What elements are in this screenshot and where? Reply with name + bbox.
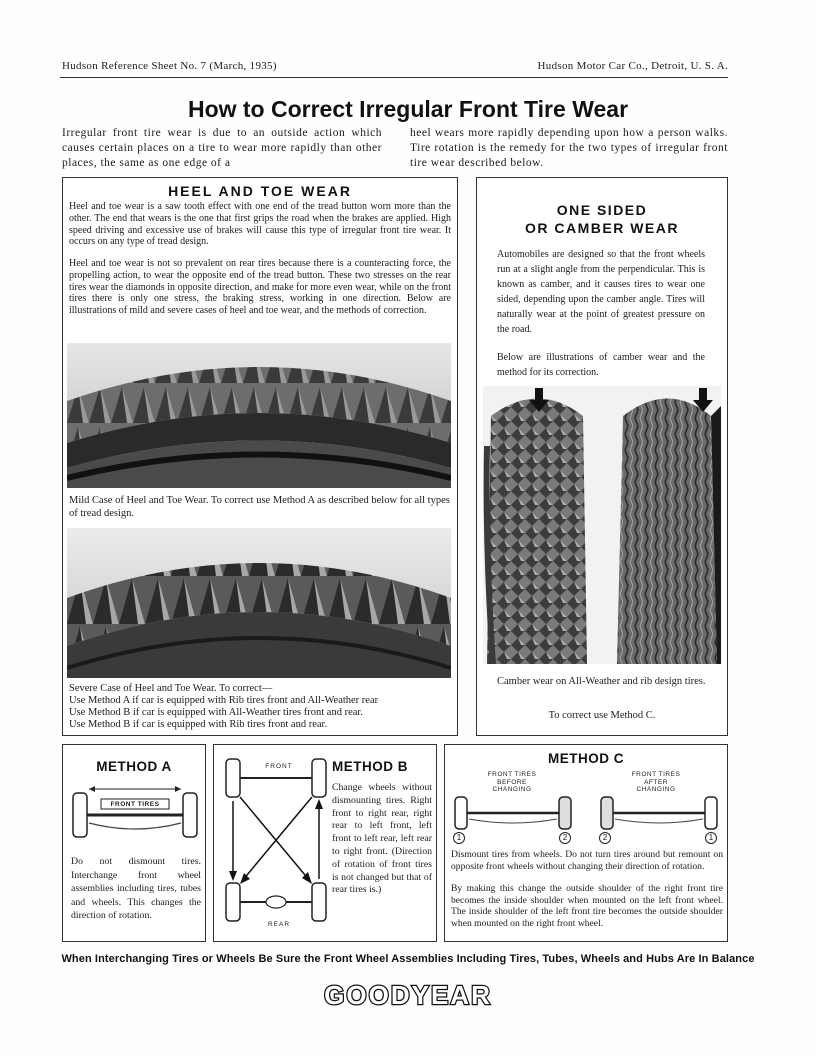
camber-para-1: Automobiles are designed so that the front wheels run at a slight angle from the perpendicular. This is known as camber, and it causes tires to wear one sided, depending upon the camber angle. Tires will naturally wear at the point of greatest pressure on the road.	[497, 249, 705, 335]
header-right: Hudson Motor Car Co., Detroit, U. S. A.	[537, 60, 728, 72]
severe-heel-toe-photo	[67, 528, 451, 678]
method-b-rotation-diagram	[220, 751, 330, 937]
mild-heel-toe-photo	[67, 343, 451, 488]
camber-caption: Camber wear on All-Weather and rib design tires.	[497, 676, 706, 687]
method-c-num-3: 2	[599, 832, 611, 844]
severe-caption-3: Use Method B if car is equipped with All-Weather tires front and rear.	[69, 707, 363, 718]
tire-tread-illustration-severe	[67, 528, 451, 678]
camber-wear-photo	[483, 386, 721, 664]
heel-toe-heading: HEEL AND TOE WEAR	[168, 183, 352, 199]
method-c-section	[444, 744, 728, 942]
method-b-text: Change wheels without dismounting tires. Right front to right rear, right rear to left front, left front to left rear, left rear to right front. (Direction of rotation of front tires is not changed but that of rear tires is.)	[332, 782, 432, 896]
method-c-label-before: FRONT TIRES BEFORE CHANGING	[487, 771, 537, 793]
intro-right: heel wears more rapidly depending upon how a person walks. Tire rotation is the remedy for the two types of irregular front tire wear described below.	[410, 127, 728, 169]
camber-heading-2: OR CAMBER WEAR	[525, 220, 679, 236]
heel-toe-para-1: Heel and toe wear is a saw tooth effect with one end of the tread button worn more than the other. The end that wears is the one that first grips the road when the brakes are applied. High speed driving and excessive use of brakes will cause this type of irregular front tire wear. It occurs on any type of tread design.	[69, 201, 451, 248]
method-b-label-rear: REAR	[267, 921, 291, 928]
mild-caption: Mild Case of Heel and Toe Wear. To correct use Method A as described below for all types of tread design.	[69, 495, 450, 519]
method-a-section	[62, 744, 206, 942]
severe-caption-2: Use Method A if car is equipped with Rib tires front and All-Weather rear	[69, 695, 379, 706]
header-rule	[60, 77, 728, 78]
page-title: How to Correct Irregular Front Tire Wear	[187, 96, 629, 122]
method-b-heading: METHOD B	[332, 759, 408, 774]
method-a-diagram-label: FRONT TIRES	[110, 801, 160, 808]
method-c-num-2: 2	[559, 832, 571, 844]
method-c-num-1: 1	[453, 832, 465, 844]
severe-caption-4: Use Method B if car is equipped with Rib tires front and rear.	[69, 719, 328, 730]
header-left: Hudson Reference Sheet No. 7 (March, 1935)	[62, 60, 277, 72]
method-a-axle-diagram	[69, 783, 201, 845]
camber-correct: To correct use Method C.	[548, 710, 656, 721]
camber-heading-1: ONE SIDED	[556, 202, 648, 218]
intro-left: Irregular front tire wear is due to an outside action which causes certain places on a tire to wear more rapidly than other places, the same as one edge of a	[62, 127, 382, 169]
severe-caption-1: Severe Case of Heel and Toe Wear. To correct—	[69, 683, 273, 694]
method-c-text-2: By making this change the outside shoulder of the right front tire becomes the inside shoulder when mounted on the left front wheel. The inside shoulder of the left front tire becomes the outside shoulder when mounted on the right front wheel.	[451, 883, 723, 929]
camber-para-2: Below are illustrations of camber wear and the method for its correction.	[497, 352, 705, 378]
method-c-num-4: 1	[705, 832, 717, 844]
tire-tread-illustration	[67, 343, 451, 488]
balance-note: When Interchanging Tires or Wheels Be Sure the Front Wheel Assemblies Including Tires, Tubes, Wheels and Hubs Are In Balance	[61, 953, 755, 965]
method-c-label-after: FRONT TIRES AFTER CHANGING	[631, 771, 681, 793]
method-a-heading: METHOD A	[96, 759, 172, 774]
method-b-label-front: FRONT	[265, 763, 293, 770]
method-b-section	[213, 744, 437, 942]
goodyear-logo	[0, 980, 816, 1011]
heel-toe-section	[62, 177, 458, 736]
goodyear-logo-text: GOODYEAR	[324, 980, 492, 1010]
method-a-text: Do not dismount tires. Interchange front wheel assemblies including tires, tubes and wheels. This changes the direction of rotation.	[71, 856, 201, 922]
method-c-text-1: Dismount tires from wheels. Do not turn tires around but remount on opposite front wheels without changing their direction of rotation.	[451, 849, 723, 872]
method-c-axle-diagram	[451, 793, 723, 833]
method-c-heading: METHOD C	[548, 751, 624, 766]
heel-toe-para-2: Heel and toe wear is not so prevalent on rear tires because there is a counteracting force, the propelling action, to wear the opposite end of the tread button. These two stresses on the rear tires wear the diamonds in opposite direction, and make for more even wear, while on the front tires there is only one stress, the braking stress, working in one direction. Below are illustrations of mild and severe cases of heel and toe wear, and the methods of correction.	[69, 258, 451, 317]
camber-section	[476, 177, 728, 736]
camber-tires-illustration	[483, 386, 721, 664]
